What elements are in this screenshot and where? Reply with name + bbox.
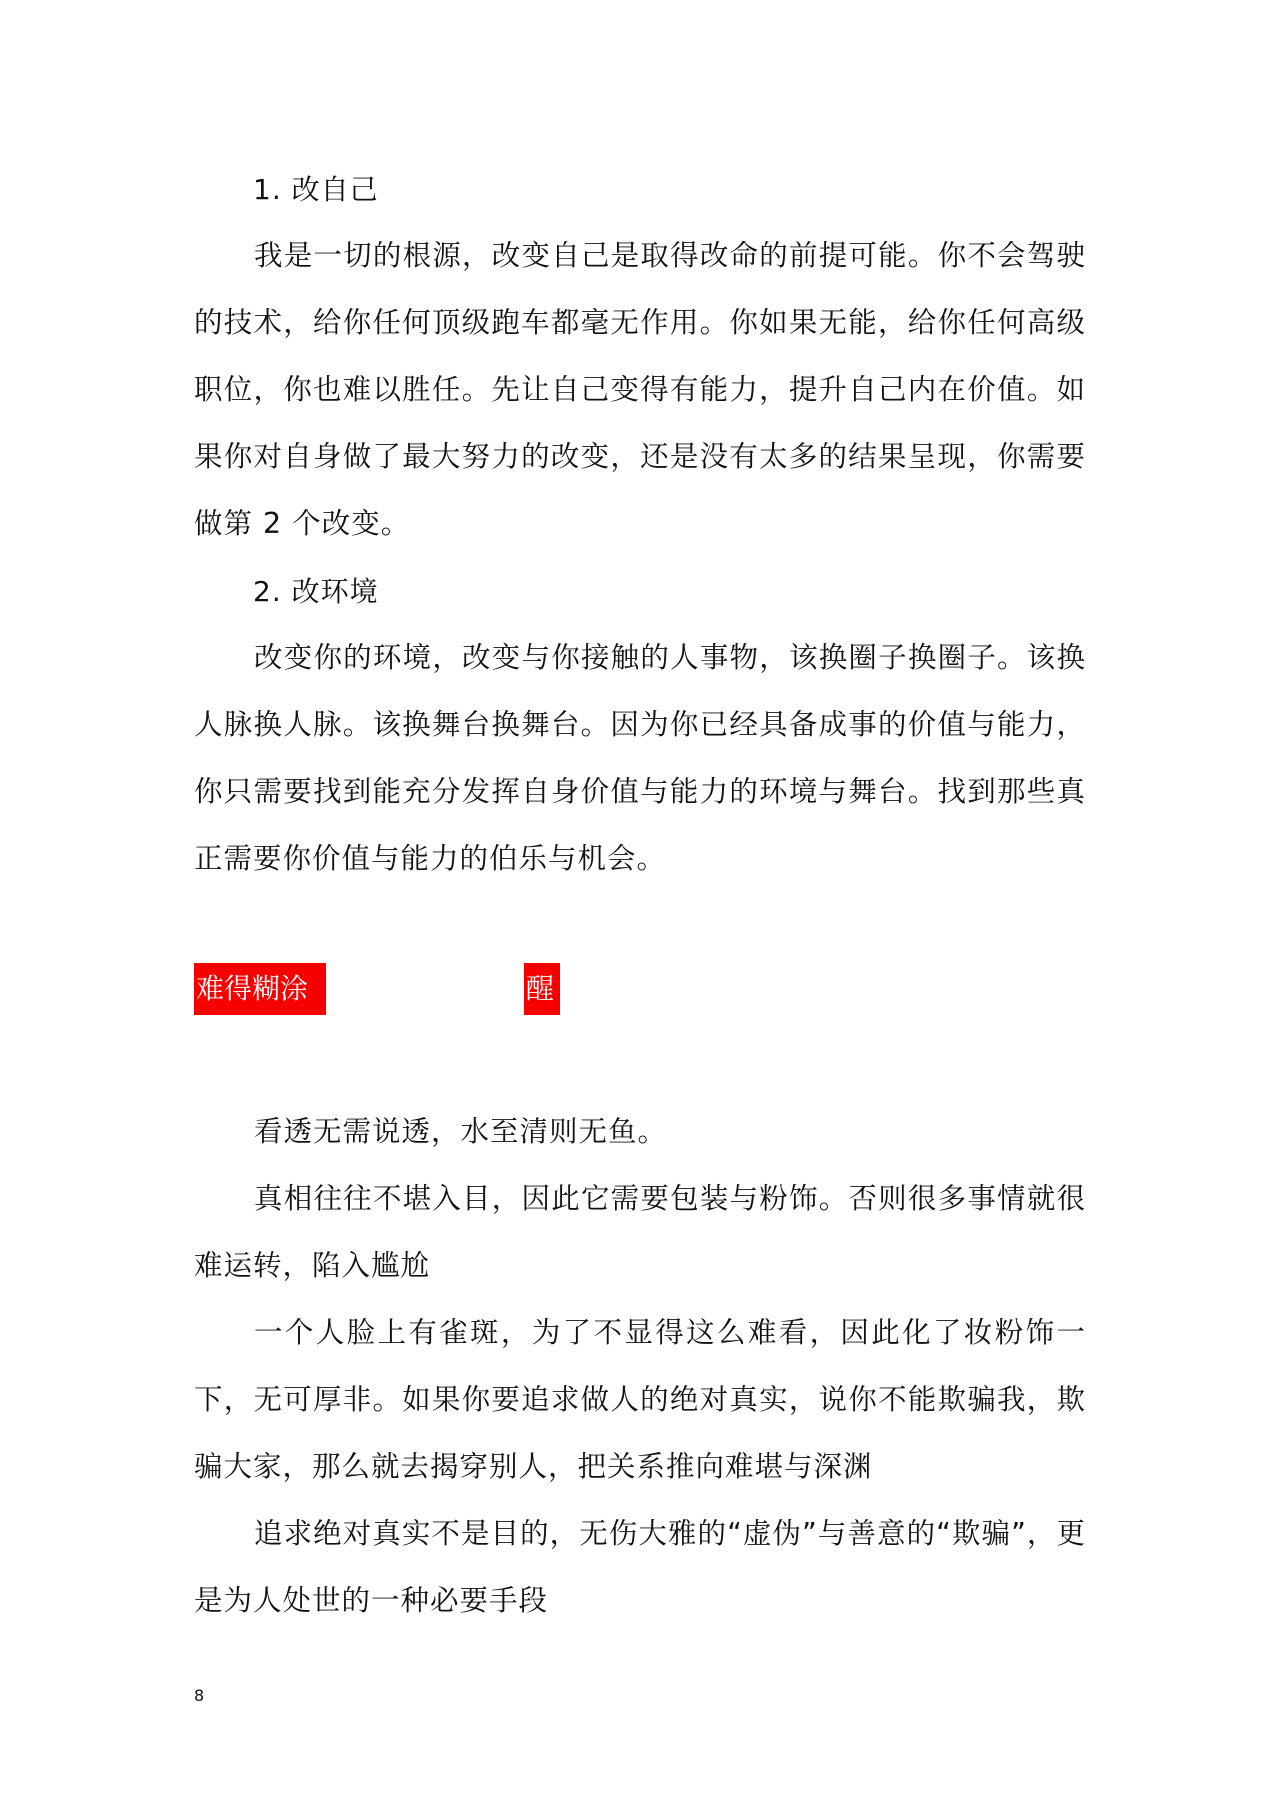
page-number: 8 [194,1686,205,1705]
body-paragraph-2: 真相往往不堪入目，因此它需要包装与粉饰。否则很多事情就很难运转，陷入尴尬 [194,1182,1086,1282]
section-heading-1: 1. 改自己 [253,173,379,206]
body-paragraph-1: 看透无需说透，水至清则无鱼。 [254,1115,668,1148]
body-paragraph-3: 一个人脸上有雀斑，为了不显得这么难看，因此化了妆粉饰一下，无可厚非。如果你要追求做人的绝对真实，说你不能欺骗我，欺骗大家，那么就去揭穿别人，把关系推向难堪与深渊 [194,1316,1086,1483]
section-heading-2: 2. 改环境 [253,575,379,608]
red-title-left: 难得糊涂 [194,963,326,1015]
section-paragraph-1: 我是一切的根源，改变自己是取得改命的前提可能。你不会驾驶的技术，给你任何顶级跑车都毫无作用。你如果无能，给你任何高级职位，你也难以胜任。先让自己变得有能力，提升自己内在价值。如果你对自身做了最大努力的改变，还是没有太多的结果呈现，你需要做第 2 个改变。 [194,239,1086,540]
body-paragraph-4: 追求绝对真实不是目的，无伤大雅的“虚伪”与善意的“欺骗”，更是为人处世的一种必要手段 [194,1517,1086,1617]
section-paragraph-2: 改变你的环境，改变与你接触的人事物，该换圈子换圈子。该换人脉换人脉。该换舞台换舞台。因为你已经具备成事的价值与能力，你只需要找到能充分发挥自身价值与能力的环境与舞台。找到那些真正需要你价值与能力的伯乐与机会。 [194,641,1086,875]
red-title-right: 醒 [524,963,560,1015]
